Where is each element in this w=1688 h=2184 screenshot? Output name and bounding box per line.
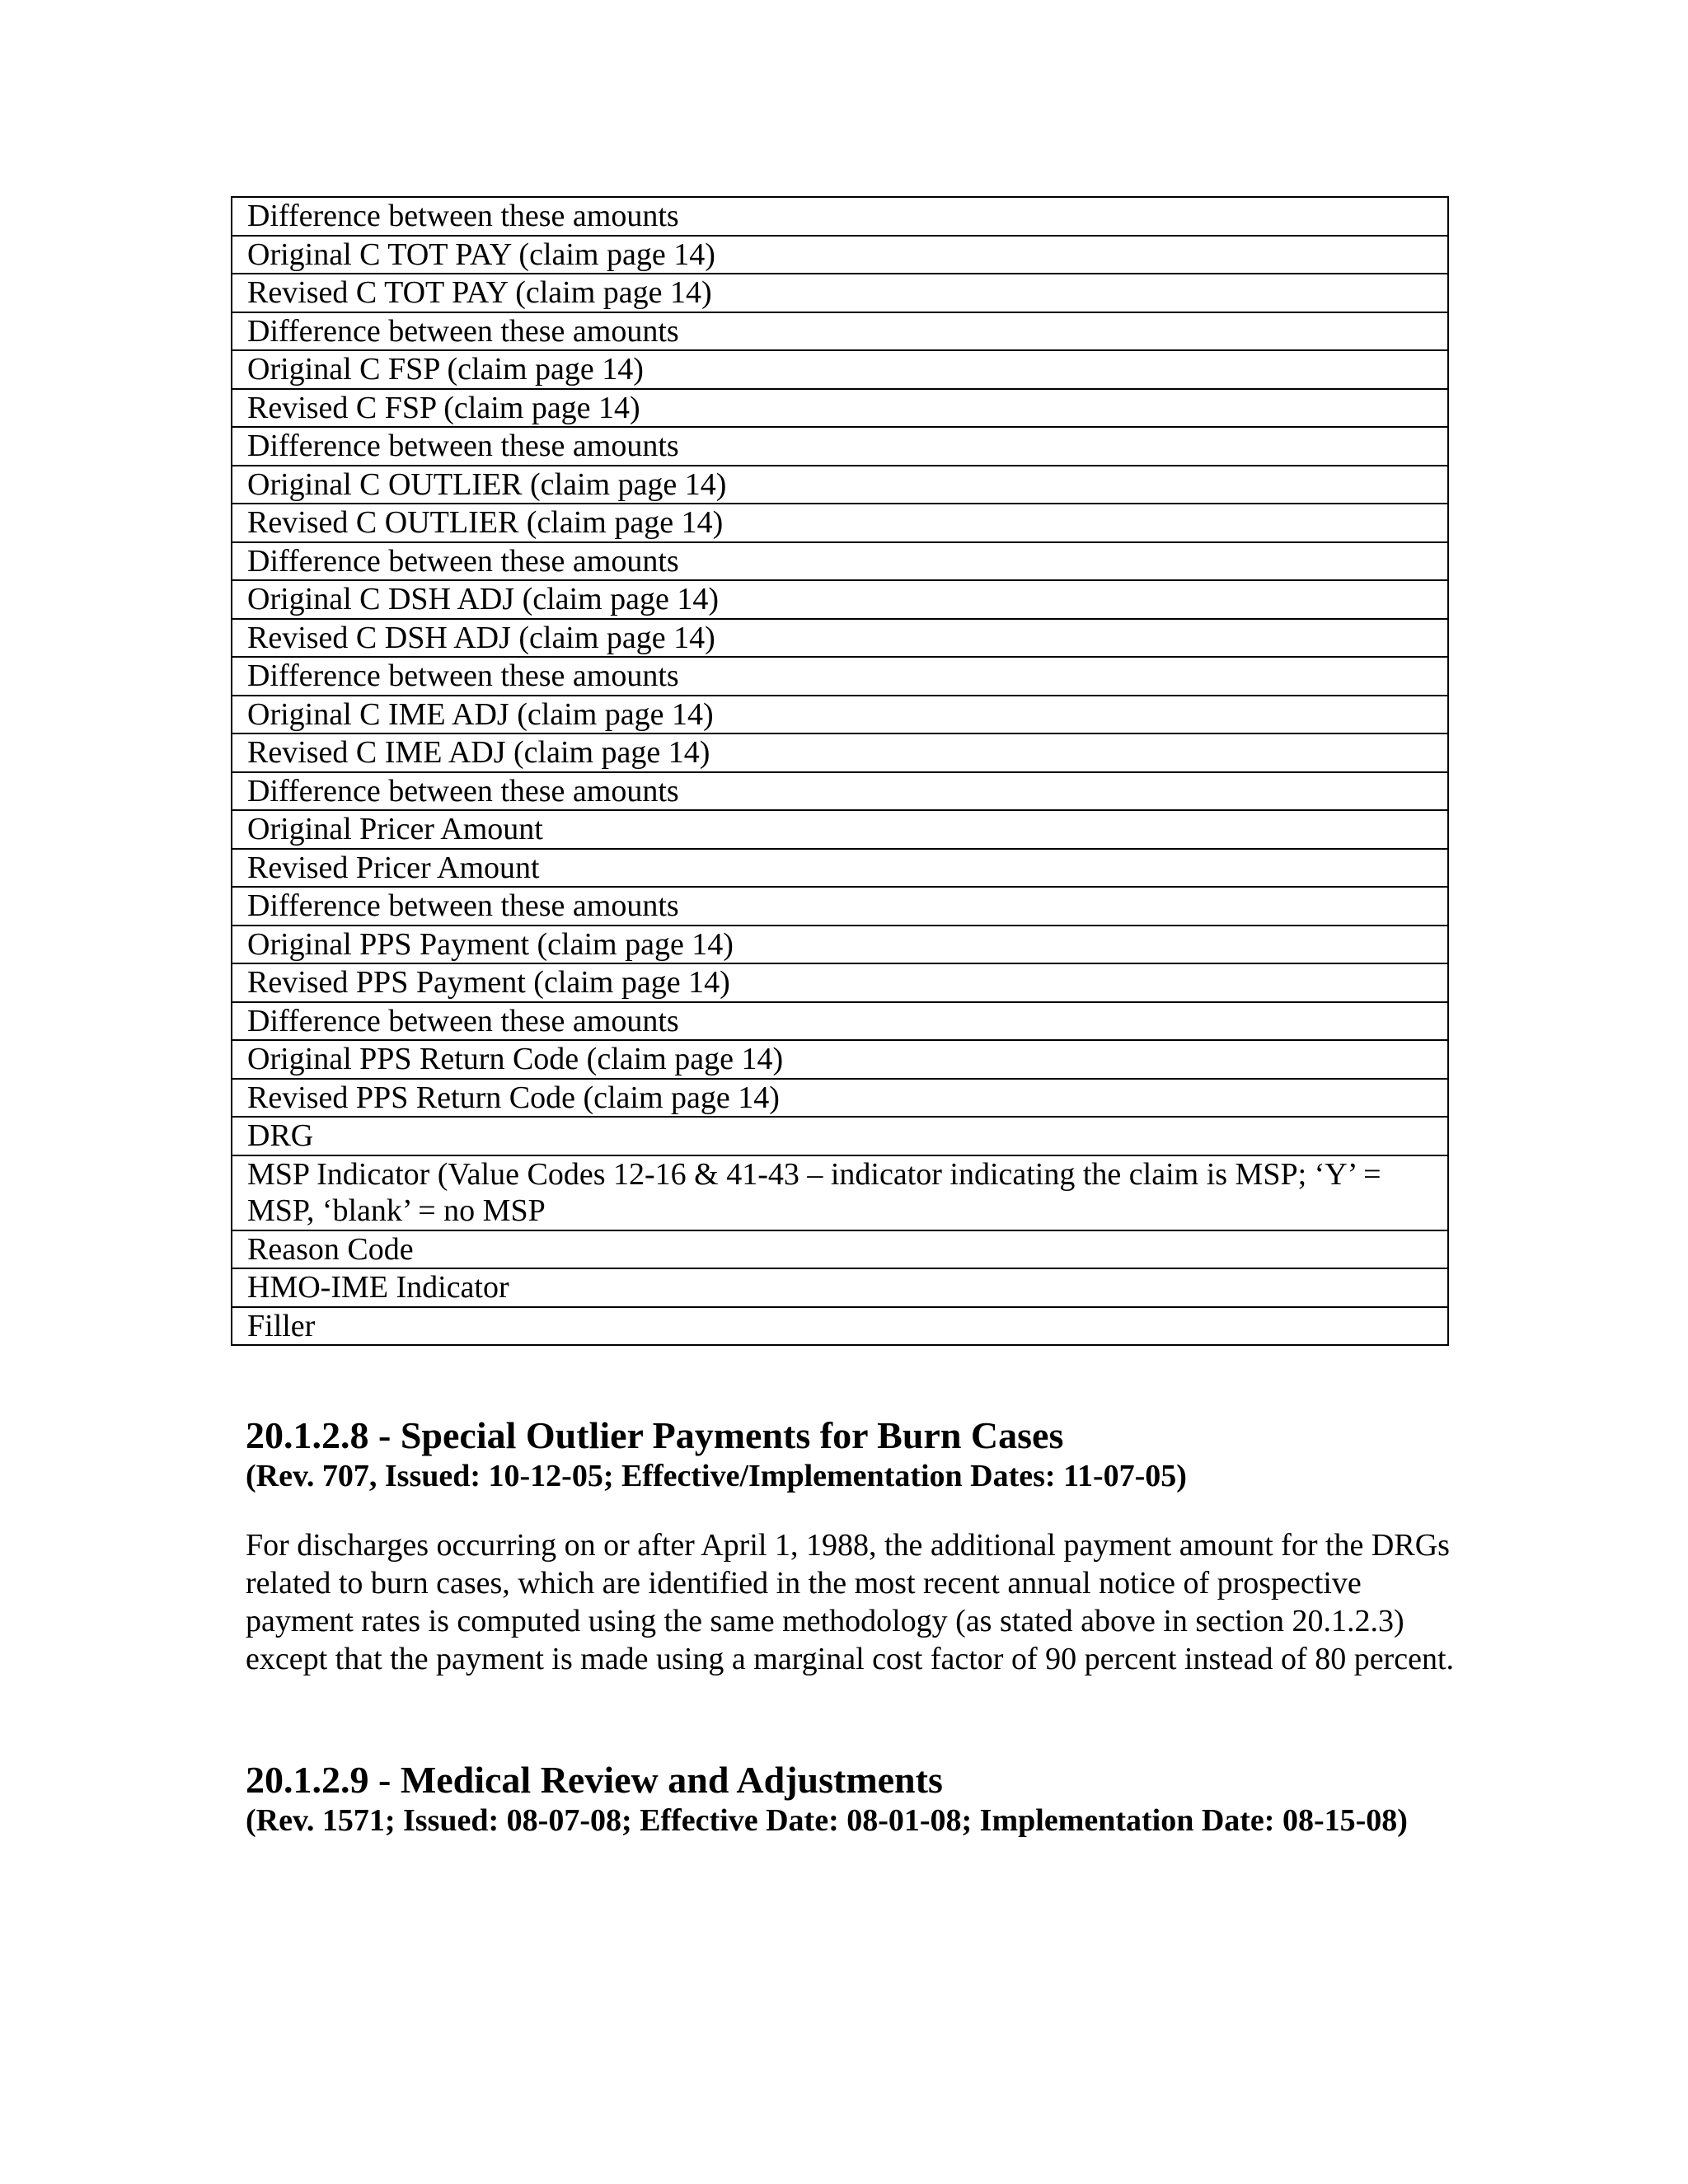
table-row	[232, 542, 1448, 581]
table-row	[232, 926, 1448, 964]
table-cell: Revised C FSP (claim page 14)	[232, 389, 1448, 428]
table-cell: Original C TOT PAY (claim page 14)	[232, 236, 1448, 274]
table-row	[232, 466, 1448, 504]
table-row	[232, 389, 1448, 428]
table-row	[232, 657, 1448, 696]
table-row	[232, 197, 1448, 236]
table-cell: Revised C DSH ADJ (claim page 14)	[232, 619, 1448, 658]
table-row	[232, 810, 1448, 849]
table-cell: Filler	[232, 1307, 1448, 1346]
table-row	[232, 887, 1448, 926]
claim-fields-table	[231, 196, 1449, 1346]
table-row	[232, 619, 1448, 658]
table-cell: Difference between these amounts	[232, 312, 1448, 351]
table-cell: Difference between these amounts	[232, 542, 1448, 581]
table-cell: Difference between these amounts	[232, 657, 1448, 696]
section-revision-note: (Rev. 1571; Issued: 08-07-08; Effective Date: 08-01-08; Implementation Date: 08-15-08)	[246, 1803, 1408, 1838]
table-row	[232, 1268, 1448, 1307]
claim-fields-table-body	[232, 197, 1448, 1345]
table-cell: MSP Indicator (Value Codes 12-16 & 41-43 – indicator indicating the claim is MSP; ‘Y’ = MSP, ‘blank’ = no MSP	[232, 1155, 1448, 1230]
table-cell: Difference between these amounts	[232, 1002, 1448, 1041]
table-cell: DRG	[232, 1117, 1448, 1155]
table-row	[232, 1079, 1448, 1118]
table-cell: Revised PPS Payment (claim page 14)	[232, 963, 1448, 1002]
table-cell: Difference between these amounts	[232, 197, 1448, 236]
table-cell: Original C IME ADJ (claim page 14)	[232, 696, 1448, 734]
table-cell: Original PPS Payment (claim page 14)	[232, 926, 1448, 964]
table-cell: Revised C IME ADJ (claim page 14)	[232, 733, 1448, 772]
table-row	[232, 580, 1448, 619]
table-cell: Revised PPS Return Code (claim page 14)	[232, 1079, 1448, 1118]
table-cell: Original PPS Return Code (claim page 14)	[232, 1040, 1448, 1079]
section-heading: 20.1.2.9 - Medical Review and Adjustments	[246, 1759, 943, 1801]
table-row	[232, 1307, 1448, 1346]
table-cell: Original C DSH ADJ (claim page 14)	[232, 580, 1448, 619]
table-cell: Revised C OUTLIER (claim page 14)	[232, 504, 1448, 542]
table-row	[232, 1155, 1448, 1230]
table-row	[232, 312, 1448, 351]
section-medical-review	[246, 1759, 1457, 1840]
table-row	[232, 504, 1448, 542]
table-row	[232, 427, 1448, 466]
table-cell: Difference between these amounts	[232, 772, 1448, 811]
table-cell: Difference between these amounts	[232, 427, 1448, 466]
table-cell: Revised Pricer Amount	[232, 849, 1448, 888]
table-cell: Original C FSP (claim page 14)	[232, 350, 1448, 389]
section-burn-cases	[246, 1414, 1457, 1678]
table-row	[232, 772, 1448, 811]
table-row	[232, 733, 1448, 772]
table-row	[232, 696, 1448, 734]
table-row	[232, 236, 1448, 274]
section-revision-note: (Rev. 707, Issued: 10-12-05; Effective/Implementation Dates: 11-07-05)	[246, 1459, 1187, 1493]
table-row	[232, 1002, 1448, 1041]
table-row	[232, 1117, 1448, 1155]
table-row	[232, 1230, 1448, 1269]
table-cell: Difference between these amounts	[232, 887, 1448, 926]
table-cell: Original Pricer Amount	[232, 810, 1448, 849]
table-cell: Original C OUTLIER (claim page 14)	[232, 466, 1448, 504]
table-row	[232, 849, 1448, 888]
table-row	[232, 963, 1448, 1002]
table-row	[232, 350, 1448, 389]
table-cell: Revised C TOT PAY (claim page 14)	[232, 274, 1448, 312]
table-cell: Reason Code	[232, 1230, 1448, 1269]
table-row	[232, 1040, 1448, 1079]
section-body-paragraph: For discharges occurring on or after April 1, 1988, the additional payment amount for the DRGs related to burn cases, which are identified in the most recent annual notice of prospective payment rates is computed using the same methodology (as stated above in section 20.1.2.3) except that the payment is made using a marginal cost factor of 90 percent instead of 80 percent.	[246, 1528, 1455, 1676]
table-row	[232, 274, 1448, 312]
table-cell: HMO-IME Indicator	[232, 1268, 1448, 1307]
section-heading: 20.1.2.8 - Special Outlier Payments for Burn Cases	[246, 1414, 1064, 1456]
